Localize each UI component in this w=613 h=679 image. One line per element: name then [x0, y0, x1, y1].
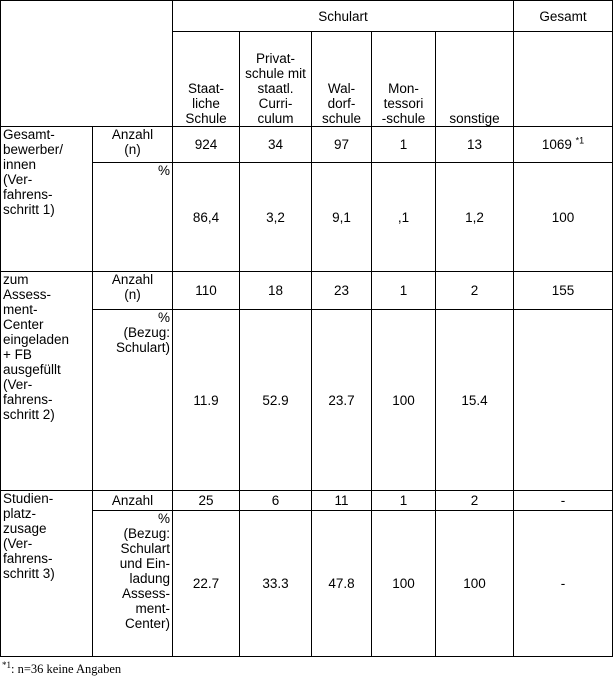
header-staatliche-schule: Staat- liche Schule: [173, 32, 240, 127]
cell-value: 11.9: [173, 310, 240, 491]
cell-value: 6: [240, 491, 312, 511]
footnote-mark: *1: [2, 659, 11, 670]
cell-value: 11: [312, 491, 372, 511]
cell-value: 100: [372, 310, 436, 491]
cell-value: 47.8: [312, 511, 372, 657]
cell-value: ,1: [372, 163, 436, 272]
cell-value: 13: [436, 127, 514, 163]
cell-value: 33.3: [240, 511, 312, 657]
header-montessorischule: Mon- tessori -schule: [372, 32, 436, 127]
cell-value: 18: [240, 272, 312, 310]
row-label-anzahl: Anzahl (n): [93, 127, 173, 163]
cell-value: 3,2: [240, 163, 312, 272]
row-label-percent: %: [93, 163, 173, 272]
cell-value: 2: [436, 491, 514, 511]
cell-value: 1: [372, 127, 436, 163]
group-label-studienplatzzusage: Studien- platz- zusage (Ver- fahrens- schritt 3): [1, 491, 93, 657]
total-value: 1069: [541, 137, 572, 152]
corner-cell: [1, 1, 173, 127]
footnote-text: : n=36 keine Angaben: [11, 662, 122, 676]
group-label-assessment-center: zum Assess- ment- Center eingeladen + FB ausgefüllt (Ver- fahrens- schritt 2): [1, 272, 93, 491]
row-label-anzahl: Anzahl: [93, 491, 173, 511]
row-label-percent: % (Bezug: Schulart): [93, 310, 173, 491]
cell-value: 1: [372, 491, 436, 511]
cell-value: 100: [436, 511, 514, 657]
footnote-marker: *1: [575, 135, 585, 146]
cell-total: 155: [514, 272, 613, 310]
cell-value: 34: [240, 127, 312, 163]
cell-total: -: [514, 491, 613, 511]
cell-value: 110: [173, 272, 240, 310]
cell-total: -: [514, 511, 613, 657]
cell-value: 1: [372, 272, 436, 310]
cell-value: 15.4: [436, 310, 514, 491]
header-schulart: Schulart: [173, 1, 514, 32]
row-label-percent: % (Bezug: Schulart und Ein- ladung Assess- ment- Center): [93, 511, 173, 657]
cell-value: 924: [173, 127, 240, 163]
cell-value: 9,1: [312, 163, 372, 272]
group-label-gesamtbewerber: Gesamt- bewerber/ innen (Ver- fahrens- schritt 1): [1, 127, 93, 272]
cell-value: 100: [372, 511, 436, 657]
header-sonstige: sonstige: [436, 32, 514, 127]
cell-value: 97: [312, 127, 372, 163]
cell-value: 23.7: [312, 310, 372, 491]
cell-value: 23: [312, 272, 372, 310]
row-label-anzahl: Anzahl (n): [93, 272, 173, 310]
header-gesamt: Gesamt: [514, 1, 613, 32]
cell-value: 52.9: [240, 310, 312, 491]
header-privatschule: Privat- schule mit staatl. Curri- culum: [240, 32, 312, 127]
cell-value: 2: [436, 272, 514, 310]
cell-total: [514, 310, 613, 491]
cell-value: 86,4: [173, 163, 240, 272]
footnote: [2, 659, 122, 676]
cell-total: 100: [514, 163, 613, 272]
cell-value: 22.7: [173, 511, 240, 657]
cell-value: 25: [173, 491, 240, 511]
header-waldorfschule: Wal- dorf- schule: [312, 32, 372, 127]
cell-total: [514, 127, 613, 163]
header-gesamt-blank: [514, 32, 613, 127]
cell-value: 1,2: [436, 163, 514, 272]
